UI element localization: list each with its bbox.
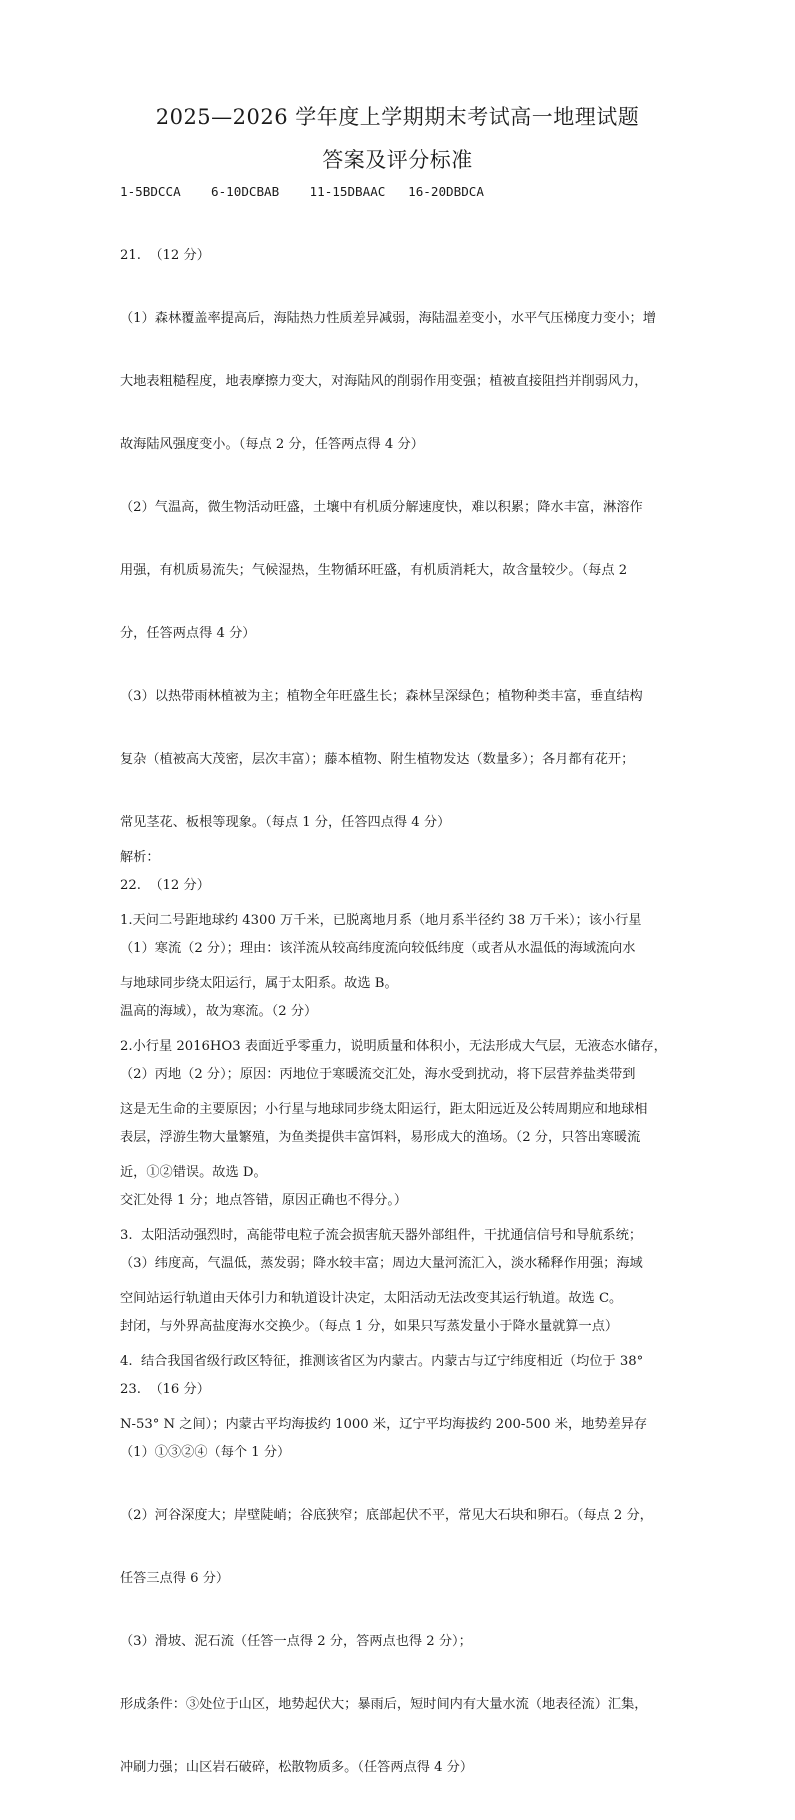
text-line: 表层，浮游生物大量繁殖，为鱼类提供丰富饵料，易形成大的渔场。（2 分，只答出寒暖流 xyxy=(120,1130,641,1145)
text-line: N-53° N 之间）；内蒙古平均海拔约 1000 米，辽宁平均海拔约 200-500 米，地势差异存 xyxy=(120,1417,648,1432)
text-line: 23. （16 分） xyxy=(120,1382,210,1397)
text-line: （1）①③②④（每个 1 分） xyxy=(120,1445,291,1460)
text-line: 常见茎花、板根等现象。（每点 1 分，任答四点得 4 分） xyxy=(120,815,451,830)
text-line: 故海陆风强度变小。（每点 2 分，任答两点得 4 分） xyxy=(120,437,424,452)
text-line: （2）气温高，微生物活动旺盛，土壤中有机质分解速度快，难以积累；降水丰富，淋溶作 xyxy=(120,500,643,515)
text-line: 交汇处得 1 分；地点答错，原因正确也不得分。） xyxy=(120,1193,408,1208)
text-line: 21. （12 分） xyxy=(120,248,210,263)
text-line: （3）以热带雨林植被为主；植物全年旺盛生长；森林呈深绿色；植物种类丰富，垂直结构 xyxy=(120,689,643,704)
text-line: 封闭，与外界高盐度海水交换少。（每点 1 分，如果只写蒸发量小于降水量就算一点） xyxy=(120,1319,619,1334)
text-line: 4. 结合我国省级行政区特征，推测该省区为内蒙古。内蒙古与辽宁纬度相近（均位于 38° xyxy=(120,1354,644,1369)
text-line: （1）寒流（2 分）；理由：该洋流从较高纬度流向较低纬度（或者从水温低的海域流向水 xyxy=(120,941,636,956)
text-line: 3. 太阳活动强烈时，高能带电粒子流会损害航天器外部组件，干扰通信信号和导航系统； xyxy=(120,1228,643,1243)
text-line: 与地球同步绕太阳运行，属于太阳系。故选 B。 xyxy=(120,976,398,991)
text-line: 2.小行星 2016HO3 表面近乎零重力，说明质量和体积小，无法形成大气层，无液态水储存， xyxy=(120,1039,667,1054)
text-line: 22. （12 分） xyxy=(120,878,210,893)
text-line: （2）丙地（2 分）；原因：丙地位于寒暖流交汇处，海水受到扰动，将下层营养盐类带到 xyxy=(120,1067,636,1082)
text-line: 用强，有机质易流失；气候湿热，生物循环旺盛，有机质消耗大，故含量较少。（每点 2 xyxy=(120,563,628,578)
text-line: 复杂（植被高大茂密，层次丰富）；藤本植物、附生植物发达（数量多）；各月都有花开； xyxy=(120,752,635,767)
text-line: （2）河谷深度大；岸壁陡峭；谷底狭窄；底部起伏不平，常见大石块和卵石。（每点 2 分， xyxy=(120,1508,653,1523)
answer-key: 1-5BDCCA 6-10DCBAB 11-15DBAAC 16-20DBDCA xyxy=(120,184,484,199)
text-line: 大地表粗糙程度，地表摩擦力变大，对海陆风的削弱作用变强；植被直接阻挡并削弱风力， xyxy=(120,374,648,389)
text-line: （1）森林覆盖率提高后，海陆热力性质差异减弱，海陆温差变小，水平气压梯度力变小；增 xyxy=(120,311,656,326)
text-line: （3）滑坡、泥石流（任答一点得 2 分，答两点也得 2 分）； xyxy=(120,1634,472,1649)
document-subtitle: 答案及评分标准 xyxy=(322,148,473,172)
analysis-heading: 解析： xyxy=(120,850,160,865)
text-line: 冲刷力强；山区岩石破碎，松散物质多。（任答两点得 4 分） xyxy=(120,1760,474,1775)
text-line: 任答三点得 6 分） xyxy=(120,1571,230,1586)
text-line: 这是无生命的主要原因；小行星与地球同步绕太阳运行，距太阳远近及公转周期应和地球相 xyxy=(120,1102,648,1117)
analysis-section xyxy=(120,805,680,1477)
text-line: 形成条件：③处位于山区，地势起伏大；暴雨后，短时间内有大量水流（地表径流）汇集， xyxy=(120,1697,648,1712)
text-line: （3）纬度高，气温低，蒸发弱；降水较丰富；周边大量河流汇入，淡水稀释作用强；海域 xyxy=(120,1256,643,1271)
text-line: 分，任答两点得 4 分） xyxy=(120,626,256,641)
text-line: 温高的海域），故为寒流。（2 分） xyxy=(120,1004,318,1019)
text-line: 近，①②错误。故选 D。 xyxy=(120,1165,267,1180)
text-line: 空间站运行轨道由天体引力和轨道设计决定，太阳活动无法改变其运行轨道。故选 C。 xyxy=(120,1291,623,1306)
text-line: 1.天问二号距地球约 4300 万千米，已脱离地月系（地月系半径约 38 万千米）；该小行星 xyxy=(120,913,642,928)
document-title: 2025—2026 学年度上学期期末考试高一地理试题 xyxy=(155,105,640,129)
